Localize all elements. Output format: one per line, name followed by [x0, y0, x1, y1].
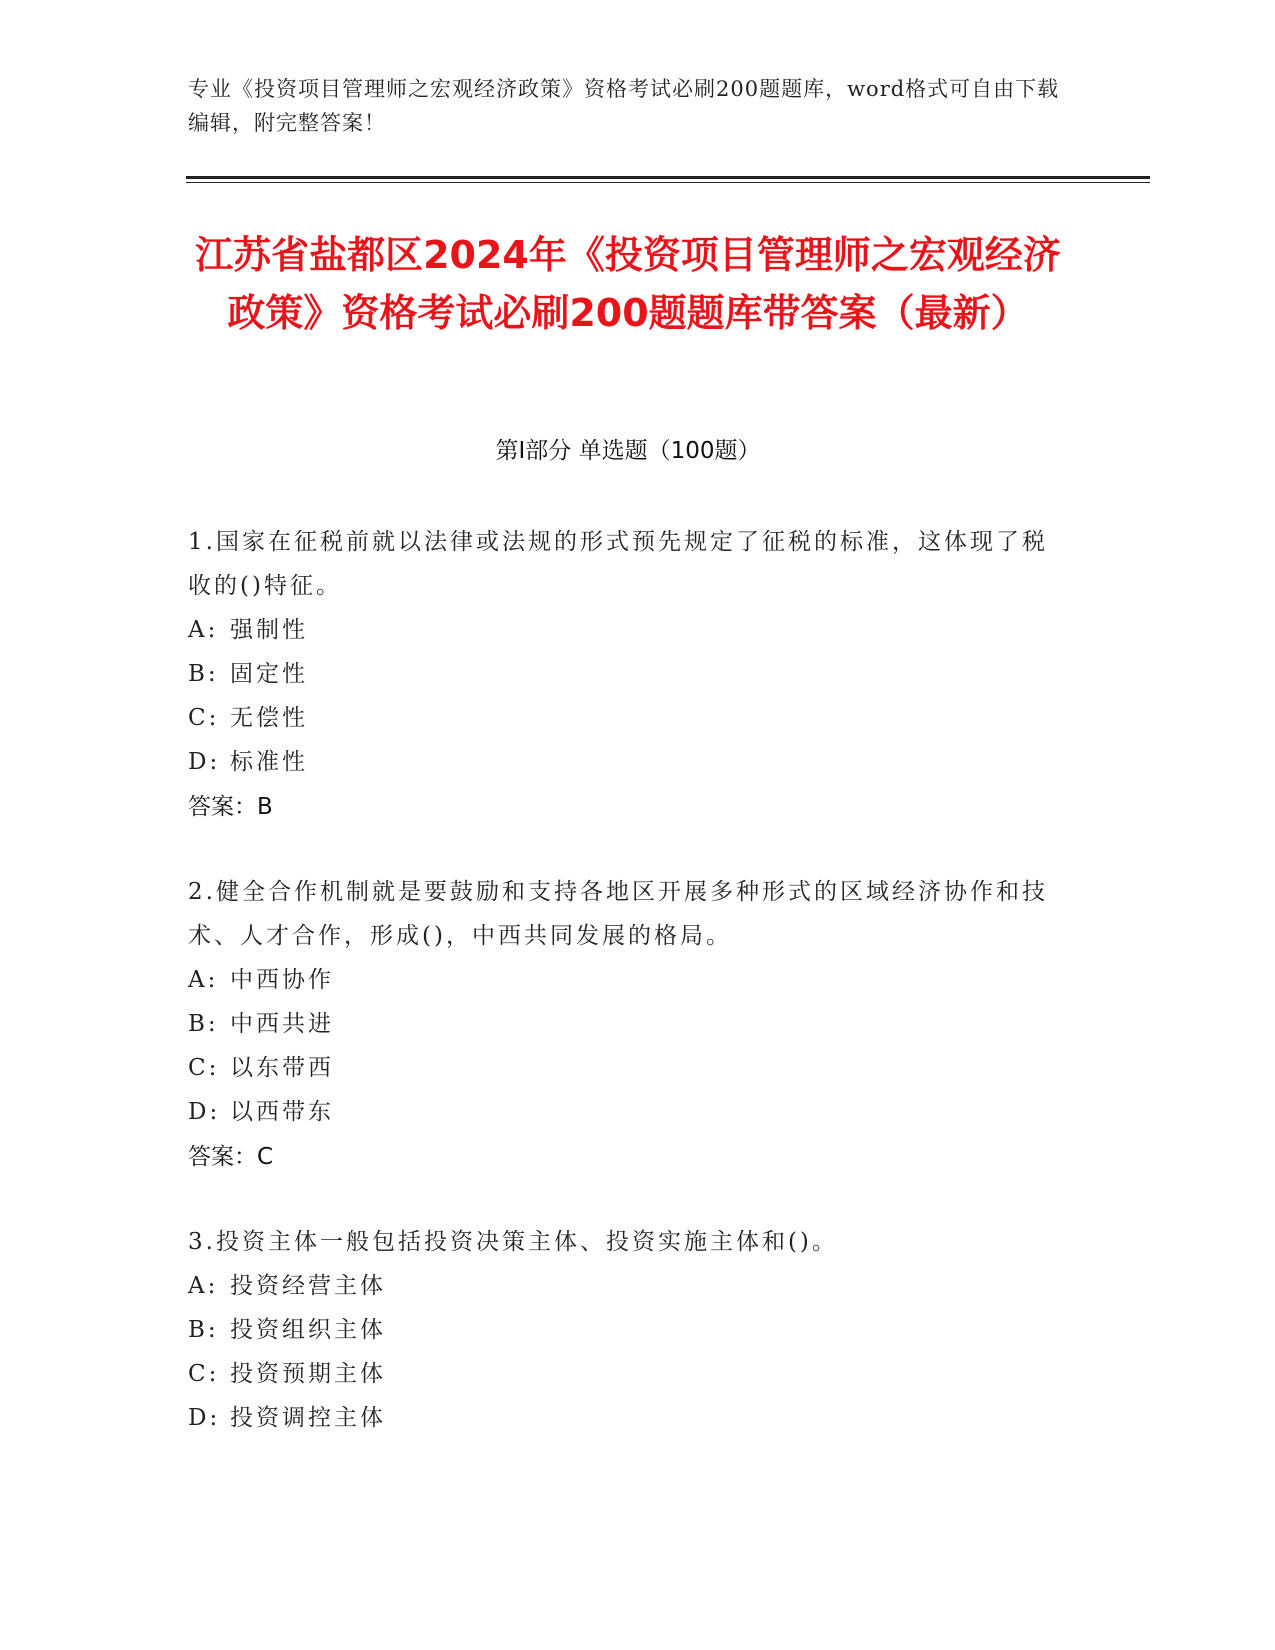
option-key: B: [188, 1317, 219, 1343]
option-a [188, 958, 1068, 1002]
answer: 答案：B [188, 794, 273, 820]
question-stem: 1.国家在征税前就以法律或法规的形式预先规定了征税的标准，这体现了税收的()特征。 [188, 529, 1048, 599]
document-title: 江苏省盐都区2024年《投资项目管理师之宏观经济政策》资格考试必刷200题题库带答案（最新） [195, 233, 1061, 335]
option-key: A: [188, 617, 219, 643]
option-key: C: [188, 1361, 220, 1387]
question-list [188, 520, 1068, 1480]
option-text: 以西带东 [230, 1099, 334, 1125]
option-a [188, 1264, 1068, 1308]
option-c [188, 696, 1068, 740]
option-text: 以东带西 [230, 1055, 334, 1081]
question-1 [188, 520, 1068, 830]
option-key: D: [188, 1099, 221, 1125]
option-text: 强制性 [230, 617, 308, 643]
option-key: A: [188, 967, 219, 993]
option-text: 投资调控主体 [230, 1405, 386, 1431]
option-d [188, 740, 1068, 784]
option-text: 标准性 [230, 749, 308, 775]
question-3 [188, 1220, 1068, 1440]
header-divider-thin [186, 182, 1150, 183]
option-text: 投资预期主体 [230, 1361, 386, 1387]
option-a [188, 608, 1068, 652]
option-text: 无偿性 [230, 705, 308, 731]
option-d [188, 1090, 1068, 1134]
section-heading: 第I部分 单选题（100题） [495, 438, 761, 464]
option-key: B: [188, 1011, 219, 1037]
question-stem: 3.投资主体一般包括投资决策主体、投资实施主体和()。 [188, 1229, 838, 1255]
option-text: 固定性 [230, 661, 308, 687]
option-key: C: [188, 1055, 220, 1081]
option-b [188, 1308, 1068, 1352]
option-text: 中西共进 [230, 1011, 334, 1037]
option-key: D: [188, 749, 221, 775]
option-b [188, 1002, 1068, 1046]
header-note: 专业《投资项目管理师之宏观经济政策》资格考试必刷200题题库，word格式可自由下载编辑，附完整答案！ [188, 77, 1060, 135]
option-text: 投资经营主体 [230, 1273, 386, 1299]
option-key: B: [188, 661, 219, 687]
question-stem: 2.健全合作机制就是要鼓励和支持各地区开展多种形式的区域经济协作和技术、人才合作，形成()，中西共同发展的格局。 [188, 879, 1048, 949]
option-key: D: [188, 1405, 221, 1431]
option-b [188, 652, 1068, 696]
question-2 [188, 870, 1068, 1180]
header-divider-thick [186, 176, 1150, 179]
option-c [188, 1046, 1068, 1090]
option-key: C: [188, 705, 220, 731]
answer: 答案：C [188, 1144, 274, 1170]
option-d [188, 1396, 1068, 1440]
option-c [188, 1352, 1068, 1396]
option-key: A: [188, 1273, 219, 1299]
option-text: 投资组织主体 [230, 1317, 386, 1343]
option-text: 中西协作 [230, 967, 334, 993]
